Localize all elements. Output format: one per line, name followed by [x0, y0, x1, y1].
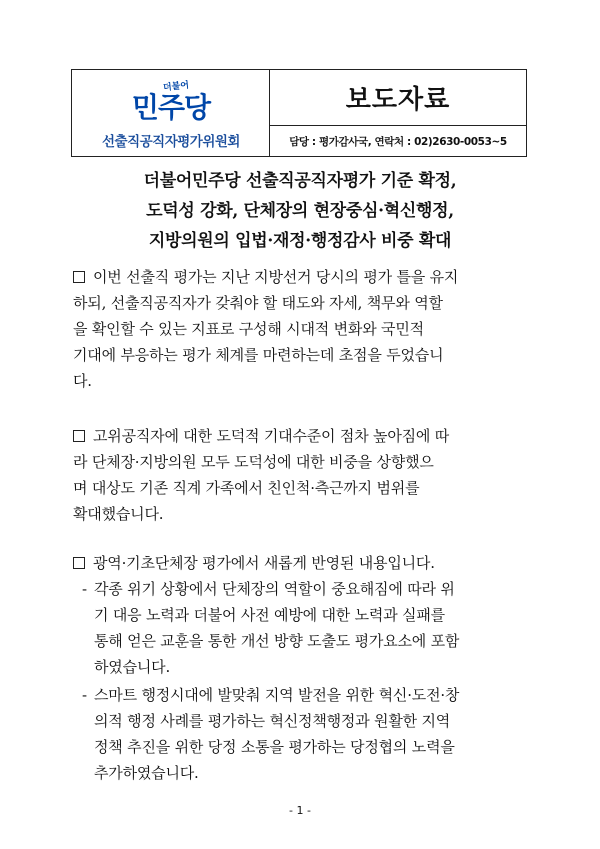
paragraph-1 [73, 264, 543, 394]
paragraph-line: 다. [73, 372, 92, 390]
bullet-line: 의적 행정 사례를 평가하는 혁신정책행정과 원활한 지역 [94, 712, 451, 730]
page-number: - 1 - [289, 804, 311, 817]
bullet-line: 통해 얻은 교훈을 통한 개선 방향 도출도 평가요소에 포함 [94, 632, 460, 650]
checkbox-square-icon [73, 271, 85, 283]
paragraph-3 [73, 550, 543, 576]
paragraph-line: 며 대상도 기존 직계 가족에서 친인척·측근까지 범위를 [73, 479, 420, 497]
paragraph-line: 고위공직자에 대한 도덕적 기대수준이 점차 높아짐에 따 [73, 423, 543, 449]
committee-name: 선출직공직자평가위원회 [102, 134, 240, 150]
bullet-line: 하였습니다. [94, 658, 171, 676]
party-logo [72, 70, 270, 156]
paragraph-line: 라 단체장·지방의원 모두 도덕성에 대한 비중을 상향했으 [73, 453, 434, 471]
bullet-line: 정책 추진을 위한 당정 소통을 평가하는 당정협의 노력을 [94, 738, 455, 756]
bullet-2 [82, 682, 540, 786]
headline-line-1: 더불어민주당 선출직공직자평가 기준 확정, [143, 171, 457, 191]
headline-line-3: 지방의원의 입법·재정·행정감사 비중 확대 [148, 231, 452, 251]
headline-line-2: 도덕성 강화, 단체장의 현장중심·혁신행정, [146, 201, 454, 221]
press-release-header [71, 69, 527, 157]
paragraph-line: 하되, 선출직공직자가 갖춰야 할 태도와 자세, 책무와 역할 [73, 294, 443, 312]
bullet-1 [82, 576, 540, 680]
paragraph-2 [73, 423, 543, 527]
bullet-line: 각종 위기 상황에서 단체장의 역할이 중요해짐에 따라 위 [94, 580, 455, 598]
bullet-line: 기 대응 노력과 더불어 사전 예방에 대한 노력과 실패를 [94, 606, 445, 624]
paragraph-line: 이번 선출직 평가는 지난 지방선거 당시의 평가 틀을 유지 [73, 264, 543, 290]
paragraph-line: 확대했습니다. [73, 505, 164, 523]
bullet-dash: - [82, 686, 87, 704]
bullet-dash: - [82, 580, 87, 598]
paragraph-line: 을 확인할 수 있는 지표로 구성해 시대적 변화와 국민적 [73, 320, 424, 338]
title-cell [270, 70, 526, 126]
bullet-line: 스마트 행정시대에 발맞춰 지역 발전을 위한 혁신·도전·창 [94, 686, 460, 704]
paragraph-line: 광역·기초단체장 평가에서 새롭게 반영된 내용입니다. [73, 550, 543, 576]
document-title: 보도자료 [345, 85, 451, 115]
paragraph-line: 기대에 부응하는 평가 체계를 마련하는데 초점을 두었습니 [73, 346, 444, 364]
bullet-line: 추가하였습니다. [94, 764, 199, 782]
checkbox-square-icon [73, 430, 85, 442]
logo-main-text: 민주당 [131, 91, 211, 124]
checkbox-square-icon [73, 557, 85, 569]
logo-small-text: 더불어 [162, 80, 190, 94]
contact-info: 담당 : 평가감사국, 연락처 : 02)2630-0053~5 [289, 135, 507, 148]
